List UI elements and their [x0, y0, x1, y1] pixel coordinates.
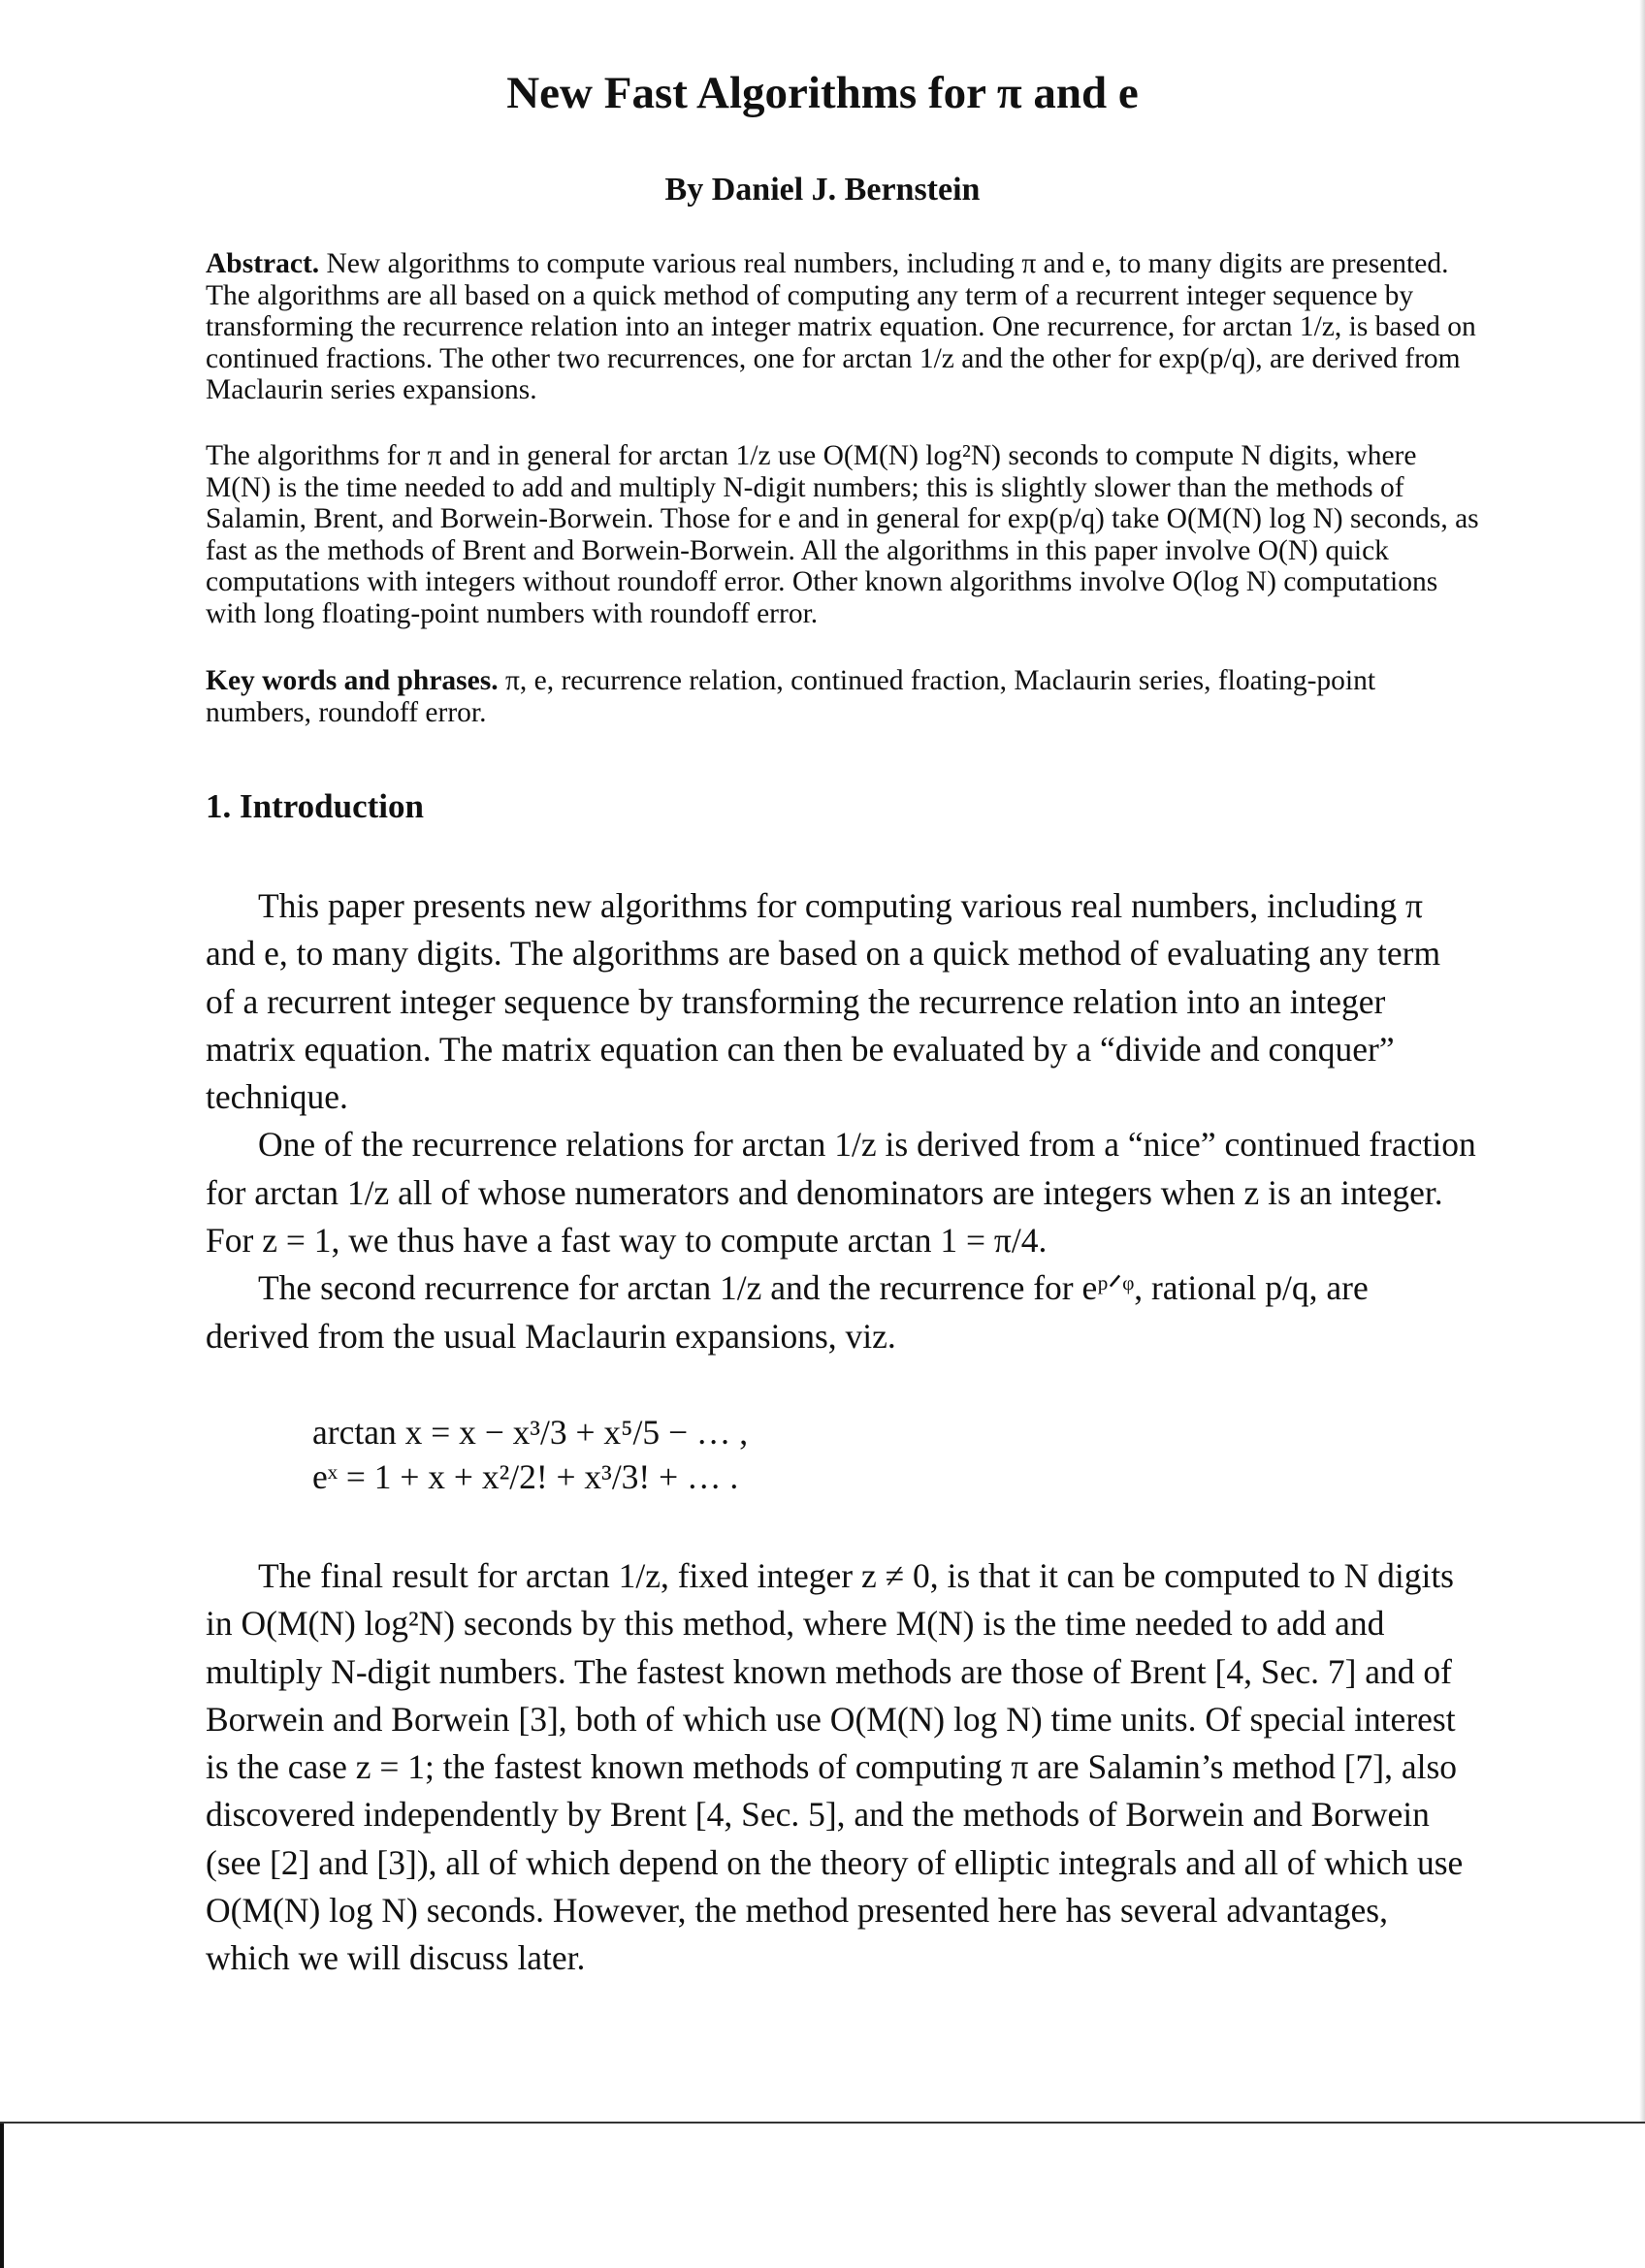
keywords-text: π, e, recurrence relation, continued fraction, Maclaurin series, floating-point numbers, roundoff error.	[206, 665, 1376, 728]
abstract-text: New algorithms to compute various real numbers, including π and e, to many digits are presented. The algorithms are all based on a quick method of computing any term of a recurrent integer sequence by transforming the recurrence relation into an integer matrix equation. One recurrence, for arctan 1/z, is based on continued fractions. The other two recurrences, one for arctan 1/z and the other for exp(p/q), are derived from Maclaurin series expansions.	[206, 248, 1476, 405]
introduction-body	[206, 882, 1476, 1360]
keywords-label: Key words and phrases.	[206, 665, 499, 696]
section-heading-introduction: 1. Introduction	[206, 787, 424, 825]
scan-right-edge-shadow	[1639, 0, 1645, 2122]
scan-left-edge-mark	[0, 2124, 4, 2268]
intro-paragraph: One of the recurrence relations for arctan 1/z is derived from a “nice” continued fraction for arctan 1/z all of whose numerators and denominators are integers when z is an integer. For z = 1, we thus have a fast way to compute arctan 1 = π/4.	[206, 1125, 1476, 1261]
exp-equation: eˣ = 1 + x + x²/2! + x³/3! + … .	[312, 1457, 739, 1496]
abstract-paragraph	[206, 248, 1482, 406]
intro-paragraph: The second recurrence for arctan 1/z and the recurrence for eᵖᐟᵠ, rational p/q, are derived from the usual Maclaurin expansions, viz.	[206, 1268, 1369, 1356]
algorithms-summary-paragraph: The algorithms for π and in general for arctan 1/z use O(M(N) log²N) seconds to compute N digits, where M(N) is the time needed to add and multiply N-digit numbers; this is slightly slower than the methods of Salamin, Brent, and Borwein-Borwein. Those for e and in general for exp(p/q) take O(M(N) log N) seconds, as fast as the methods of Brent and Borwein-Borwein. All the algorithms in this paper involve O(N) quick computations with integers without roundoff error. Other known algorithms involve O(log N) computations with long floating-point numbers with roundoff error.	[206, 440, 1479, 629]
maclaurin-equations	[312, 1410, 748, 1499]
intro-paragraph: This paper presents new algorithms for computing various real numbers, including π and e, to many digits. The algorithms are based on a quick method of evaluating any term of a recurrent integer sequence by transforming the recurrence relation into an integer matrix equation. The matrix equation can then be evaluated by a “divide and conquer” technique.	[206, 886, 1441, 1117]
abstract-label: Abstract.	[206, 248, 320, 279]
arctan-equation: arctan x = x − x³/3 + x⁵/5 − … ,	[312, 1413, 749, 1452]
scan-bottom-edge	[0, 2122, 1645, 2124]
paper-title: New Fast Algorithms for π and e	[506, 68, 1139, 118]
keywords-paragraph	[206, 665, 1482, 728]
paper-author: By Daniel J. Bernstein	[664, 172, 981, 208]
final-result-paragraph: The final result for arctan 1/z, fixed integer z ≠ 0, is that it can be computed to N digits in O(M(N) log²N) seconds by this method, where M(N) is the time needed to add and multiply N-digit numbers. The fastest known methods are those of Brent [4, Sec. 7] and of Borwein and Borwein [3], both of which use O(M(N) log N) time units. Of special interest is the case z = 1; the fastest known methods of computing π are Salamin’s method [7], also discovered independently by Brent [4, Sec. 5], and the methods of Borwein and Borwein (see [2] and [3]), all of which depend on the theory of elliptic integrals and all of which use O(M(N) log N) seconds. However, the method presented here has several advantages, which we will discuss later.	[206, 1556, 1464, 1978]
final-result-body	[206, 1552, 1476, 1983]
